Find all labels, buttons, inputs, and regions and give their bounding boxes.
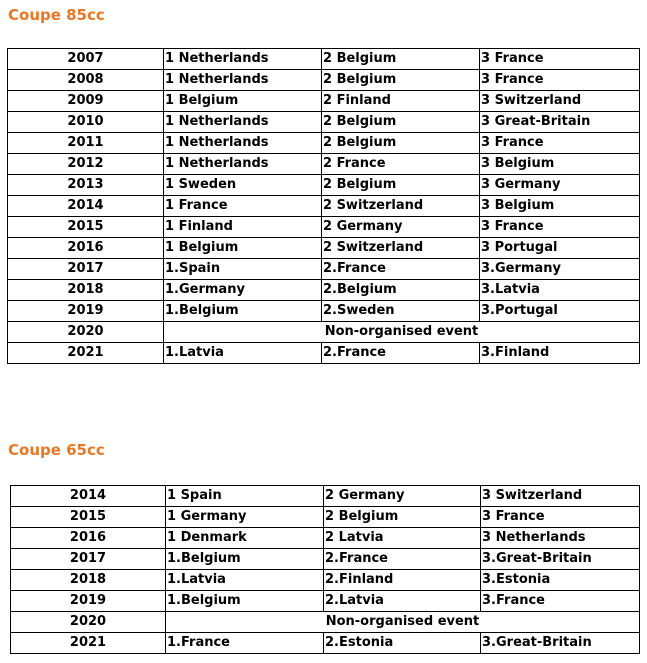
table-row (11, 549, 640, 570)
second-place-cell: 2 Belgium (322, 133, 480, 154)
second-place-cell: 2 Switzerland (322, 196, 480, 217)
year-cell: 2012 (8, 154, 164, 175)
second-place-cell: 2.France (322, 343, 480, 364)
second-place-cell: 2 Germany (324, 486, 481, 507)
year-cell: 2017 (8, 259, 164, 280)
year-cell: 2020 (11, 612, 166, 633)
third-place-cell: 3.Great-Britain (481, 549, 640, 570)
first-place-cell: 1 Netherlands (164, 133, 322, 154)
third-place-cell: 3 Belgium (480, 154, 640, 175)
year-cell: 2015 (8, 217, 164, 238)
third-place-cell: 3.Finland (480, 343, 640, 364)
third-place-cell: 3 France (480, 217, 640, 238)
year-cell: 2021 (11, 633, 166, 654)
third-place-cell: 3 Netherlands (481, 528, 640, 549)
first-place-cell: 1 Spain (166, 486, 324, 507)
table-row (8, 343, 640, 364)
second-place-cell: 2 Belgium (322, 175, 480, 196)
second-place-cell: 2 Switzerland (322, 238, 480, 259)
third-place-cell: 3 France (480, 49, 640, 70)
second-place-cell: 2.France (322, 259, 480, 280)
section-title-coupe-65cc: Coupe 65cc (8, 441, 105, 459)
table-row (8, 112, 640, 133)
non-organised-note: Non-organised event (166, 612, 640, 633)
table-row (8, 154, 640, 175)
second-place-cell: 2 France (322, 154, 480, 175)
table-row (11, 570, 640, 591)
table-row (8, 259, 640, 280)
section-title-coupe-85cc: Coupe 85cc (8, 6, 105, 24)
year-cell: 2020 (8, 322, 164, 343)
second-place-cell: 2 Germany (322, 217, 480, 238)
third-place-cell: 3 Switzerland (480, 91, 640, 112)
first-place-cell: 1 Netherlands (164, 70, 322, 91)
first-place-cell: 1 France (164, 196, 322, 217)
year-cell: 2010 (8, 112, 164, 133)
year-cell: 2018 (11, 570, 166, 591)
third-place-cell: 3 Switzerland (481, 486, 640, 507)
first-place-cell: 1.Latvia (164, 343, 322, 364)
first-place-cell: 1 Germany (166, 507, 324, 528)
third-place-cell: 3.Portugal (480, 301, 640, 322)
first-place-cell: 1 Sweden (164, 175, 322, 196)
table-row (8, 49, 640, 70)
table-row (11, 633, 640, 654)
third-place-cell: 3.France (481, 591, 640, 612)
table-row (8, 280, 640, 301)
year-cell: 2009 (8, 91, 164, 112)
third-place-cell: 3 France (480, 133, 640, 154)
third-place-cell: 3 Great-Britain (480, 112, 640, 133)
first-place-cell: 1 Netherlands (164, 154, 322, 175)
year-cell: 2016 (11, 528, 166, 549)
year-cell: 2019 (11, 591, 166, 612)
second-place-cell: 2.Sweden (322, 301, 480, 322)
third-place-cell: 3.Germany (480, 259, 640, 280)
first-place-cell: 1.Belgium (166, 591, 324, 612)
second-place-cell: 2.Belgium (322, 280, 480, 301)
third-place-cell: 3 Portugal (480, 238, 640, 259)
second-place-cell: 2.Latvia (324, 591, 481, 612)
table-row (8, 238, 640, 259)
table-row (8, 322, 640, 343)
first-place-cell: 1.France (166, 633, 324, 654)
second-place-cell: 2.Finland (324, 570, 481, 591)
first-place-cell: 1.Latvia (166, 570, 324, 591)
year-cell: 2018 (8, 280, 164, 301)
second-place-cell: 2 Latvia (324, 528, 481, 549)
second-place-cell: 2 Belgium (324, 507, 481, 528)
results-table-coupe-65cc (10, 485, 640, 654)
first-place-cell: 1.Belgium (164, 301, 322, 322)
table-row (8, 196, 640, 217)
third-place-cell: 3.Latvia (480, 280, 640, 301)
first-place-cell: 1 Denmark (166, 528, 324, 549)
table-row (8, 301, 640, 322)
table-row (11, 528, 640, 549)
first-place-cell: 1 Belgium (164, 91, 322, 112)
table-row (8, 217, 640, 238)
table-row (8, 91, 640, 112)
third-place-cell: 3 Germany (480, 175, 640, 196)
first-place-cell: 1 Netherlands (164, 112, 322, 133)
third-place-cell: 3 France (481, 507, 640, 528)
second-place-cell: 2.France (324, 549, 481, 570)
results-table-coupe-85cc (7, 48, 640, 364)
year-cell: 2021 (8, 343, 164, 364)
first-place-cell: 1 Finland (164, 217, 322, 238)
second-place-cell: 2 Finland (322, 91, 480, 112)
third-place-cell: 3 France (480, 70, 640, 91)
table-row (11, 591, 640, 612)
first-place-cell: 1 Netherlands (164, 49, 322, 70)
first-place-cell: 1.Spain (164, 259, 322, 280)
year-cell: 2007 (8, 49, 164, 70)
table-row (8, 70, 640, 91)
year-cell: 2017 (11, 549, 166, 570)
year-cell: 2014 (8, 196, 164, 217)
year-cell: 2013 (8, 175, 164, 196)
third-place-cell: 3.Estonia (481, 570, 640, 591)
year-cell: 2008 (8, 70, 164, 91)
table-row (8, 175, 640, 196)
table-row (11, 486, 640, 507)
non-organised-note: Non-organised event (164, 322, 640, 343)
second-place-cell: 2 Belgium (322, 112, 480, 133)
table-row (11, 612, 640, 633)
first-place-cell: 1.Germany (164, 280, 322, 301)
year-cell: 2014 (11, 486, 166, 507)
table-row (8, 133, 640, 154)
year-cell: 2015 (11, 507, 166, 528)
first-place-cell: 1.Belgium (166, 549, 324, 570)
second-place-cell: 2 Belgium (322, 49, 480, 70)
year-cell: 2016 (8, 238, 164, 259)
second-place-cell: 2.Estonia (324, 633, 481, 654)
third-place-cell: 3.Great-Britain (481, 633, 640, 654)
table-row (11, 507, 640, 528)
year-cell: 2019 (8, 301, 164, 322)
year-cell: 2011 (8, 133, 164, 154)
third-place-cell: 3 Belgium (480, 196, 640, 217)
second-place-cell: 2 Belgium (322, 70, 480, 91)
first-place-cell: 1 Belgium (164, 238, 322, 259)
